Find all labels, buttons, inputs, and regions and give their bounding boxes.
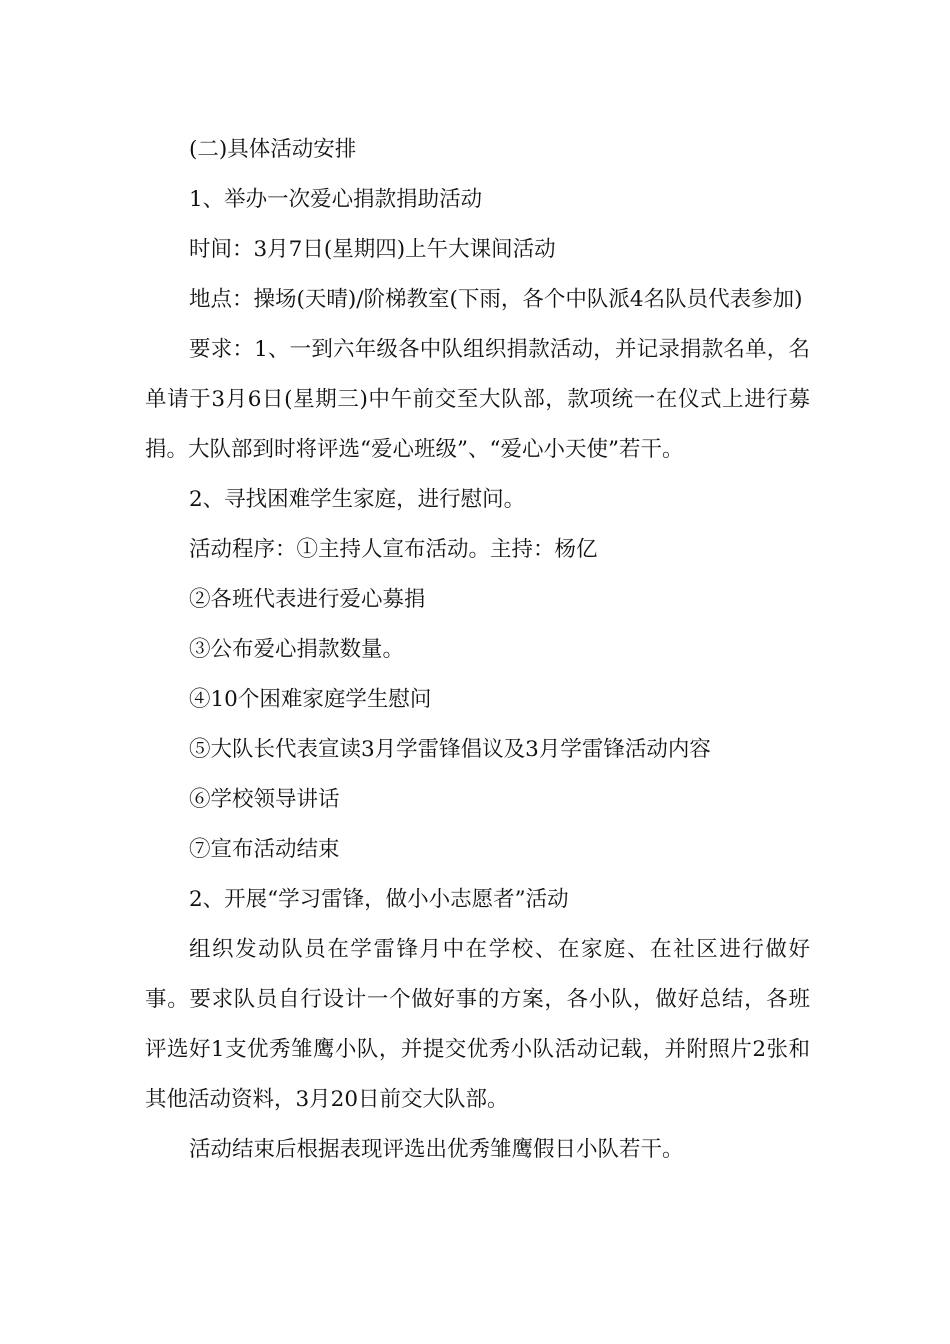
activity-3-description: 组织发动队员在学雷锋月中在学校、在家庭、在社区进行做好事。要求队员自行设计一个做好事的方案，各小队，做好总结，各班评选好1支优秀雏鹰小队，并提交优秀小队活动记载，并附照片2张和其他活动资料，3月20日前交大队部。: [145, 937, 810, 1112]
section-heading: (二)具体活动安排: [189, 137, 357, 162]
activity-1-time: 时间：3月7日(星期四)上午大课间活动: [189, 237, 556, 262]
procedure-step-3: ③公布爱心捐款数量。: [189, 637, 405, 662]
activity-1-title: 1、举办一次爱心捐款捐助活动: [189, 187, 483, 212]
procedure-step-6: ⑥学校领导讲话: [189, 787, 340, 812]
procedure-step-1: 活动程序：①主持人宣布活动。主持：杨亿: [189, 537, 598, 562]
activity-3-title: 2、开展“学习雷锋，做小小志愿者”活动: [189, 887, 569, 912]
procedure-step-7: ⑦宣布活动结束: [189, 837, 340, 862]
closing-paragraph: 活动结束后根据表现评选出优秀雏鹰假日小队若干。: [189, 1137, 684, 1162]
activity-2-title: 2、寻找困难学生家庭，进行慰问。: [189, 487, 526, 512]
activity-1-requirements: 要求：1、一到六年级各中队组织捐款活动，并记录捐款名单，名单请于3月6日(星期三)中午前交至大队部，款项统一在仪式上进行募捐。大队部到时将评选“爱心班级”、“爱心小天使”若干。: [145, 337, 810, 462]
activity-1-location: 地点：操场(天晴)/阶梯教室(下雨，各个中队派4名队员代表参加): [189, 287, 803, 312]
procedure-step-4: ④10个困难家庭学生慰问: [189, 687, 432, 712]
procedure-step-5: ⑤大队长代表宣读3月学雷锋倡议及3月学雷锋活动内容: [189, 737, 711, 762]
procedure-step-2: ②各班代表进行爱心募捐: [189, 587, 426, 612]
document-body: [145, 125, 810, 1175]
